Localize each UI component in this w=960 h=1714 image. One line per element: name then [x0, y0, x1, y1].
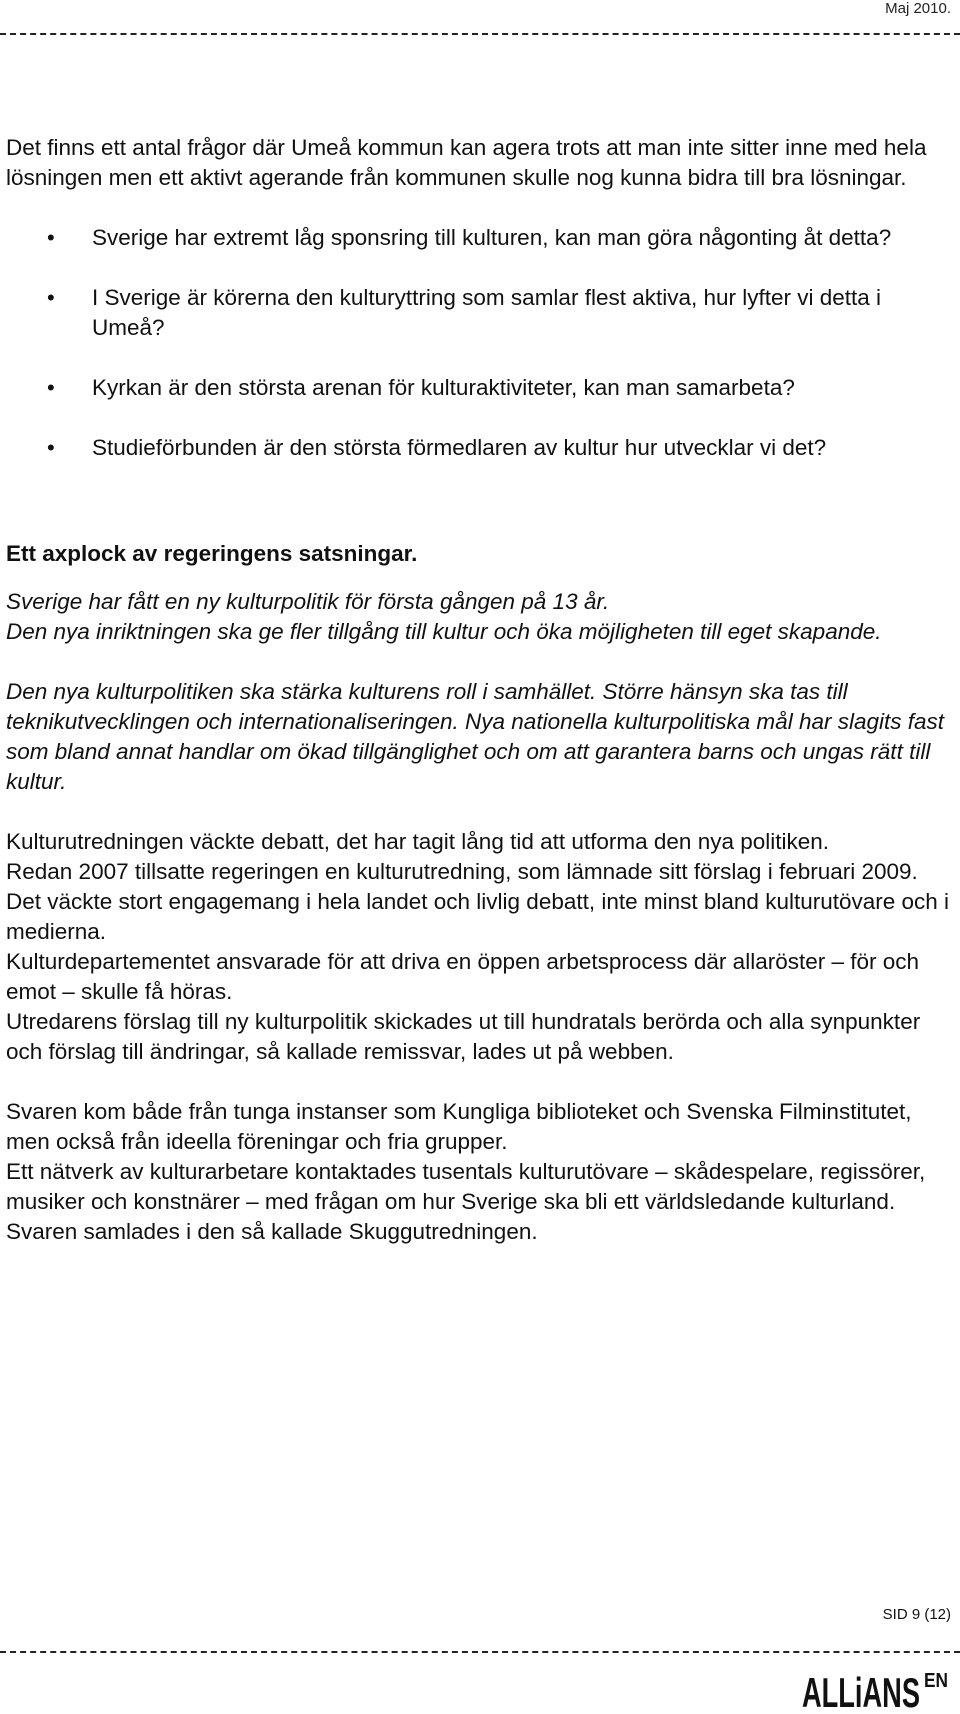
body-paragraph: Svaren samlades i den så kallade Skuggutredningen. [6, 1219, 538, 1244]
document-body [6, 133, 952, 1247]
page-number: SID 9 (12) [882, 1606, 951, 1623]
intro-paragraph: Det finns ett antal frågor där Umeå kommun kan agera trots att man inte sitter inne med hela lösningen men ett aktivt agerande från kommunen skulle nog kunna bidra till bra lösningar. [6, 135, 927, 190]
italic-paragraph: Den nya inriktningen ska ge fler tillgång till kultur och öka möjligheten till eget skapande. [6, 619, 882, 644]
list-item: • I Sverige är körerna den kulturyttring som samlar flest aktiva, hur lyfter vi detta i Umeå? [6, 283, 952, 343]
list-item: • Studieförbunden är den största förmedlaren av kultur hur utvecklar vi det? [6, 433, 952, 463]
body-paragraph: Utredarens förslag till ny kulturpolitik skickades ut till hundratals berörda och alla synpunkter och förslag till ändringar, så kallade remissvar, lades ut på webben. [6, 1009, 921, 1064]
list-item: • Kyrkan är den största arenan för kulturaktiviteter, kan man samarbeta? [6, 373, 952, 403]
body-paragraph: Svaren kom både från tunga instanser som Kungliga biblioteket och Svenska Filminstitutet, men också från ideella föreningar och fria grupper. [6, 1099, 912, 1154]
footer-divider [0, 1651, 960, 1653]
list-item: • Sverige har extremt låg sponsring till kulturen, kan man göra någonting åt detta? [6, 223, 952, 253]
body-paragraph: Kulturutredningen väckte debatt, det har tagit lång tid att utforma den nya politiken. [6, 829, 830, 854]
italic-section [6, 587, 952, 797]
logo-text-main: ALLiANS [802, 1669, 920, 1711]
body-paragraph: Ett nätverk av kulturarbetare kontaktades tusentals kulturutövare – skådespelare, regissörer, musiker och konstnärer – med frågan om hur Sverige ska bli ett världsledande kulturland. [6, 1159, 926, 1214]
italic-paragraph: Den nya kulturpolitiken ska stärka kulturens roll i samhället. Större hänsyn ska tas till teknikutvecklingen och internationaliseringen. Nya nationella kulturpolitiska mål har slagits fast som bland annat handlar om ökad tillgänglighet och om att garantera barns och ungas rätt till kultur. [6, 679, 945, 794]
header-date: Maj 2010. [885, 0, 951, 17]
alliansen-logo [802, 1667, 950, 1711]
body-paragraph: Redan 2007 tillsatte regeringen en kulturutredning, som lämnade sitt förslag i februari 2009. Det väckte stort engagemang i hela landet och livlig debatt, inte minst bland kulturutövare och i medierna. [6, 859, 950, 944]
body-section [6, 827, 952, 1247]
section-heading: Ett axplock av regeringens satsningar. [6, 541, 418, 566]
italic-paragraph: Sverige har fått en ny kulturpolitik för första gången på 13 år. [6, 589, 610, 614]
body-paragraph: Kulturdepartementet ansvarade för att driva en öppen arbetsprocess där allaröster – för och emot – skulle få höras. [6, 949, 920, 1004]
logo-text-side: EN [924, 1670, 948, 1692]
header-divider [0, 33, 960, 35]
question-list [6, 223, 952, 463]
